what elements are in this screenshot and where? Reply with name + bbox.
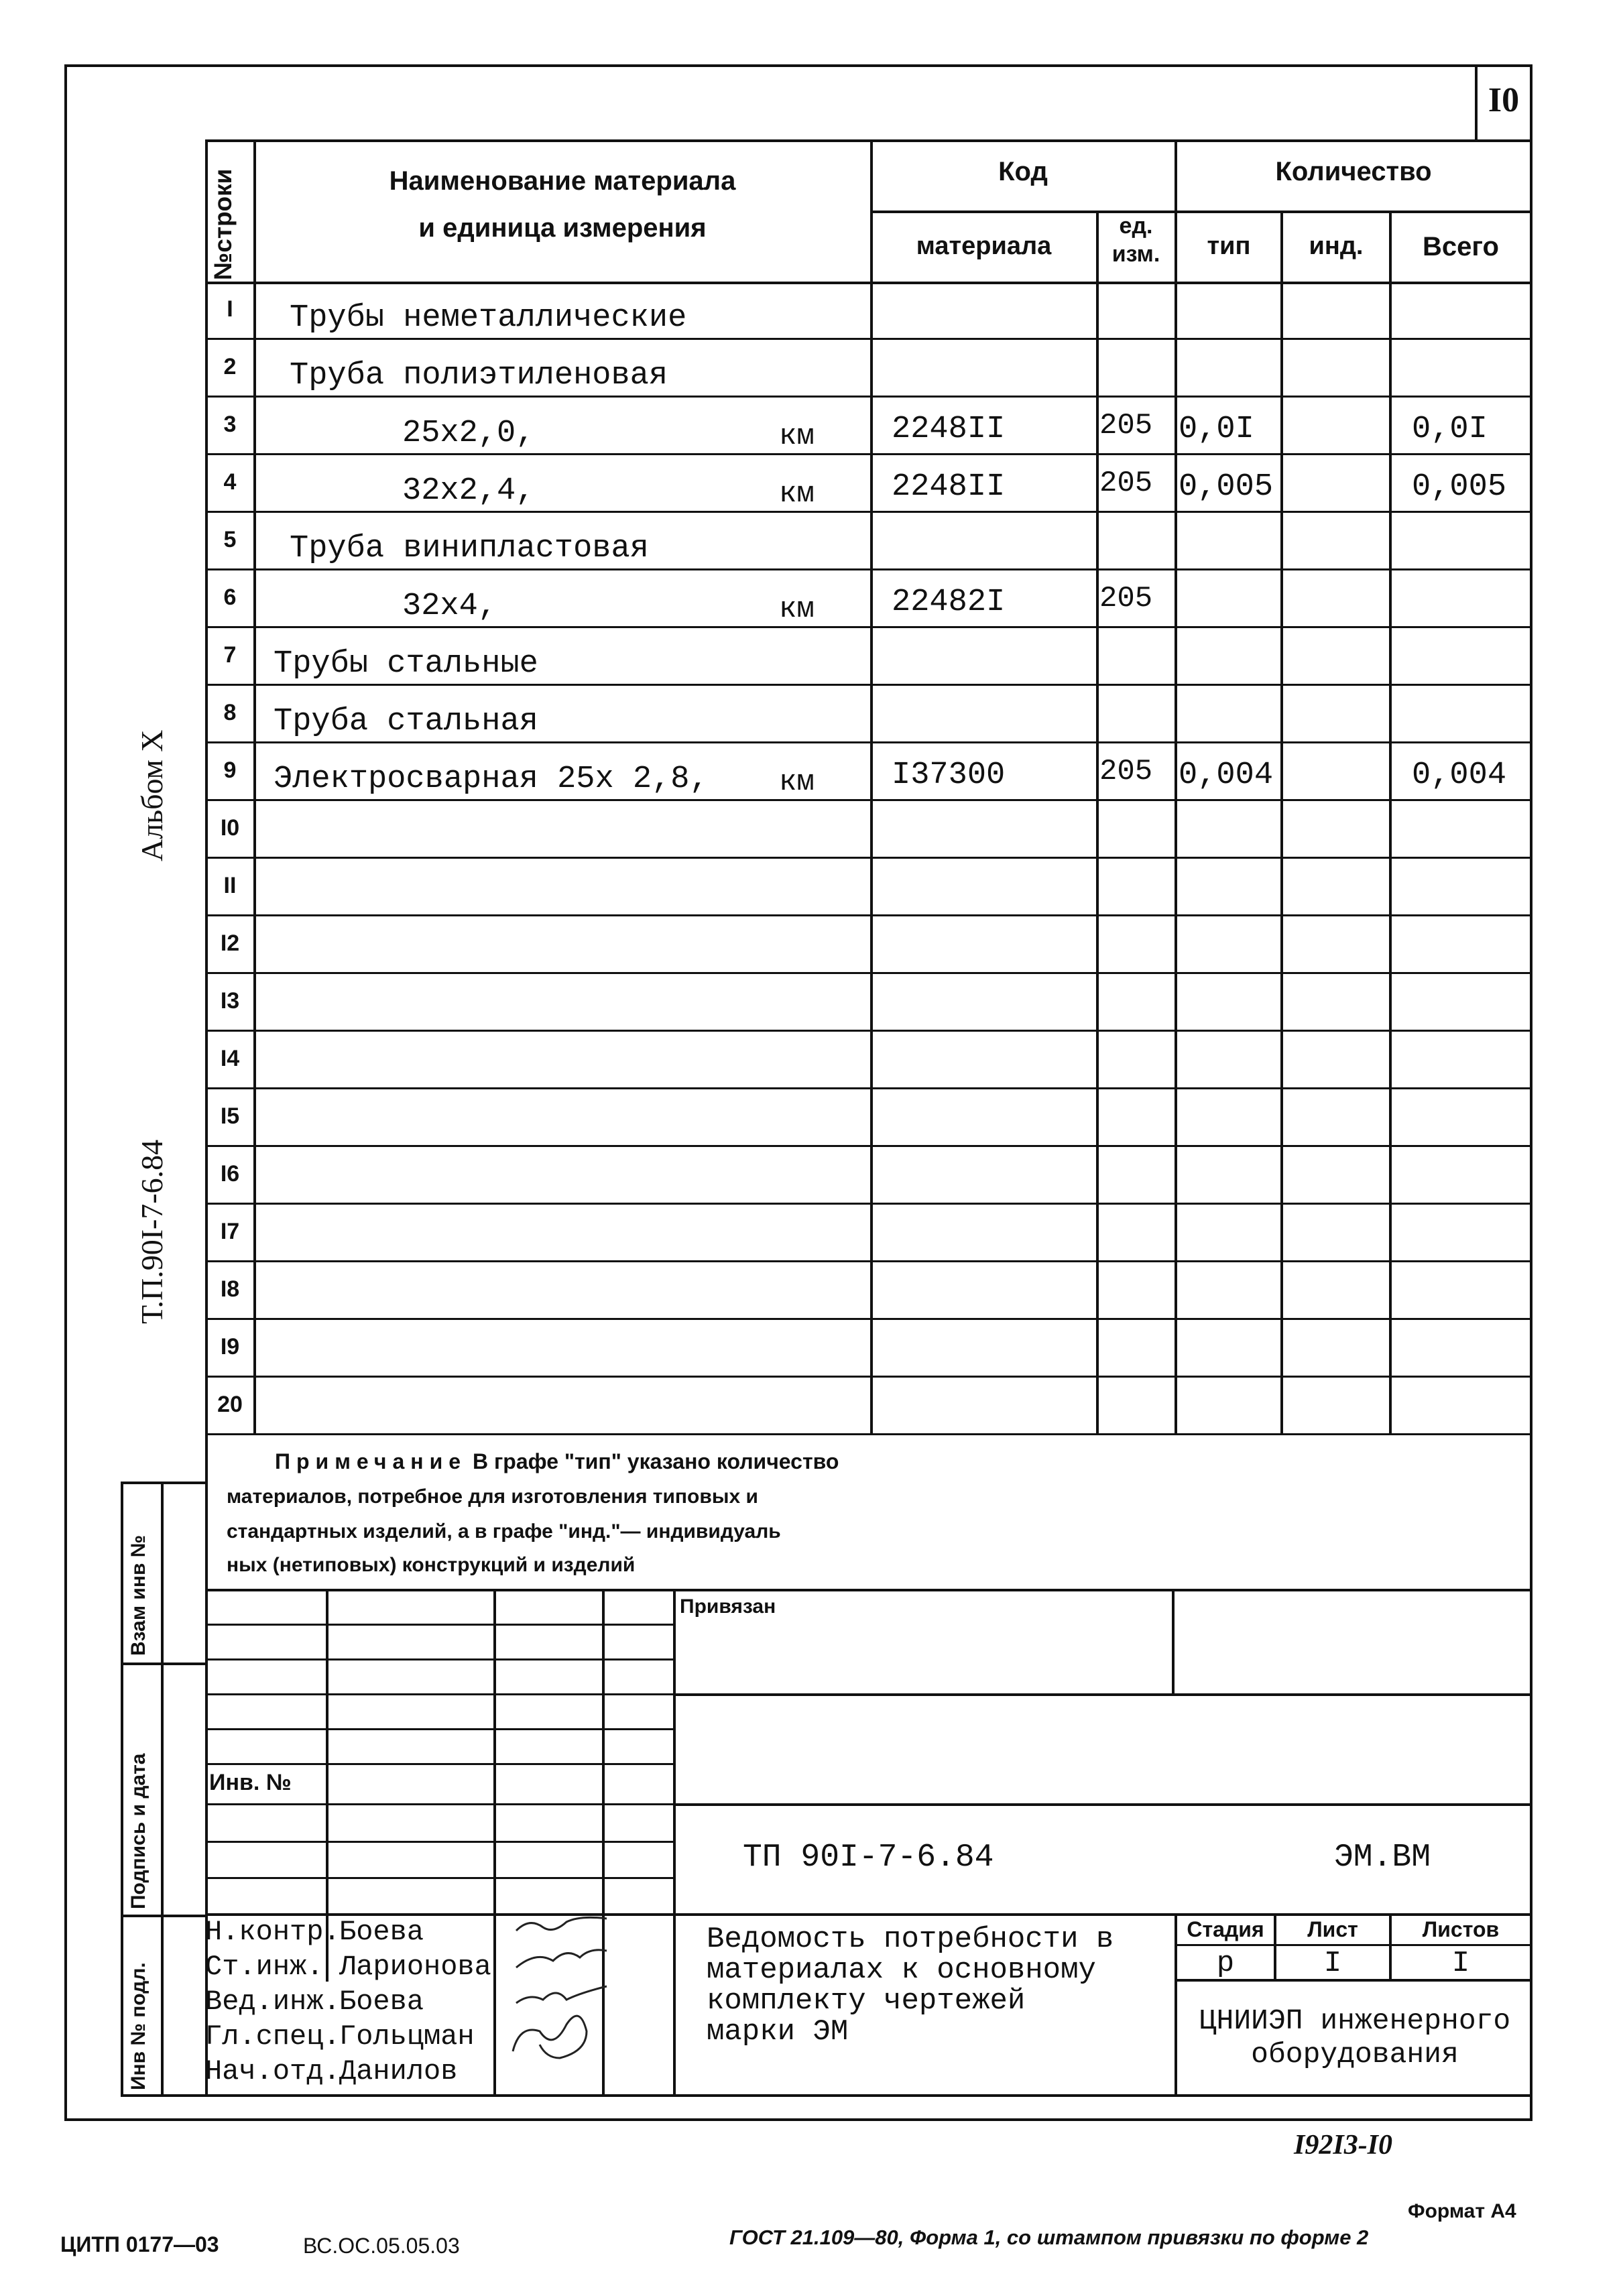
item-unit: км [779, 420, 815, 453]
row-number: 2 [223, 354, 237, 379]
row-number: I7 [220, 1219, 240, 1244]
row-separator [205, 453, 1532, 455]
handwritten-number: I92I3-I0 [1294, 2130, 1393, 2161]
sheets-value: I [1451, 1947, 1470, 1980]
row-number: I4 [220, 1046, 240, 1071]
item-name: Электросварная 25x 2,8, [274, 762, 709, 797]
doc-mark: ЭМ.ВМ [1334, 1839, 1431, 1876]
row-number: 5 [223, 527, 237, 552]
row-number: 3 [223, 412, 237, 437]
sheet-value: I [1323, 1947, 1342, 1980]
person-role: Вед.инж. [205, 1986, 341, 2018]
header-bottom-line [205, 282, 1532, 284]
stamp-r6 [205, 1803, 674, 1805]
item-name: Труба стальная [274, 704, 538, 739]
strip-line-a [121, 1663, 206, 1665]
stamp-c2 [493, 1589, 496, 2097]
qty-total: 0,005 [1412, 469, 1507, 505]
title-line3: комплекту чертежей [707, 1984, 1026, 2018]
sig-3 [516, 1986, 607, 2003]
item-name: Трубы неметаллические [290, 300, 687, 336]
sig-2 [516, 1950, 607, 1968]
tp-label: Т.П.90I-7-6.84 [135, 1139, 169, 1324]
row-separator [205, 626, 1532, 628]
stamp-r1 [205, 1624, 674, 1626]
header-mid-line [870, 210, 1532, 213]
table-top [205, 139, 1532, 142]
vzam-inv-label: Взам инв № [127, 1534, 149, 1656]
row-number: I9 [220, 1334, 240, 1360]
footer-format: Формат А4 [1408, 2200, 1516, 2222]
podpis-label: Подпись и дата [127, 1753, 149, 1909]
person-name: Данилов [339, 2055, 458, 2088]
sig-4 [513, 2016, 587, 2058]
header-code: Код [998, 157, 1048, 186]
row-number: 20 [217, 1392, 243, 1417]
row-separator [205, 1145, 1532, 1147]
strip-top [121, 1482, 206, 1484]
person-role: Ст.инж. [205, 1951, 324, 1983]
item-name: Трубы стальные [274, 646, 538, 682]
unit-code: 205 [1099, 467, 1153, 500]
item-name: Труба полиэтиленовая [290, 358, 668, 394]
row-separator [205, 684, 1532, 686]
stamp-div-main [673, 1589, 676, 2097]
unit-code: 205 [1099, 755, 1153, 788]
privyazan-bottom [673, 1693, 1532, 1696]
row-separator [205, 568, 1532, 570]
row-separator [205, 1030, 1532, 1032]
footer-right: ГОСТ 21.109—80, Форма 1, со штампом привязки по форме 2 [729, 2226, 1369, 2249]
stamp-r7 [205, 1841, 674, 1843]
qty-typ: 0,0I [1179, 412, 1254, 447]
person-name: Гольцман [339, 2020, 475, 2053]
org-line2: оборудования [1251, 2038, 1459, 2071]
row-separator [205, 1260, 1532, 1262]
person-name: Боева [339, 1916, 424, 1948]
stamp-top [205, 1589, 1532, 1591]
person-name: Боева [339, 1986, 424, 2018]
header-quantity: Количество [1275, 157, 1432, 186]
material-code: 2248II [892, 412, 1006, 447]
unit-code: 205 [1099, 582, 1153, 615]
col-num-line [253, 139, 256, 1435]
strip-left [121, 1482, 123, 2097]
stamp-c3 [602, 1589, 605, 2097]
row-separator [205, 914, 1532, 916]
row-separator [205, 1318, 1532, 1320]
doc-code: ТП 90I-7-6.84 [743, 1839, 994, 1876]
qty-total: 0,0I [1412, 412, 1488, 447]
title-line2: материалах к основному [707, 1953, 1096, 1987]
row-number: I8 [220, 1276, 240, 1302]
row-number: 8 [223, 700, 237, 725]
stamp-r8 [205, 1877, 674, 1879]
strip-bottom [121, 2094, 206, 2097]
header-row-no: №строки [209, 168, 237, 280]
qty-total: 0,004 [1412, 758, 1507, 793]
row-separator [205, 511, 1532, 513]
footer-left1: ЦИТП 0177—03 [60, 2232, 219, 2256]
stamp-r4 [205, 1728, 674, 1730]
footer-left2: ВС.ОС.05.05.03 [303, 2234, 460, 2258]
row-number: I6 [220, 1161, 240, 1187]
row-number: 4 [223, 469, 237, 495]
item-unit: км [779, 593, 815, 626]
note-line1-text: В графе "тип" указано количество [467, 1449, 839, 1473]
row-separator [205, 857, 1532, 859]
title-line4: марки ЭМ [707, 2015, 849, 2049]
header-name-line1: Наименование материала [389, 166, 736, 196]
stage-label: Стадия [1187, 1917, 1264, 1941]
qty-typ: 0,005 [1179, 469, 1274, 505]
header-unit-1: ед. [1119, 213, 1153, 239]
frame-left [64, 64, 67, 2120]
row-number: 9 [223, 758, 237, 783]
inv-podl-label: Инв № подл. [127, 1962, 149, 2090]
frame-bottom [64, 2118, 1532, 2121]
strip-line-b [121, 1915, 206, 1917]
col-name-line [870, 139, 873, 1435]
item-unit: км [779, 766, 815, 799]
row-separator [205, 1087, 1532, 1089]
strip-mid [161, 1482, 164, 2097]
person-role: Нач.отд. [205, 2055, 341, 2088]
album-label: Альбом X [135, 729, 169, 861]
row-number: 7 [223, 642, 237, 668]
inv-no-label: Инв. № [209, 1770, 292, 1795]
material-code: I37300 [892, 758, 1006, 793]
title-line1: Ведомость потребности в [707, 1923, 1114, 1956]
unit-code: 205 [1099, 409, 1153, 442]
header-name-line2: и единица измерения [418, 213, 707, 243]
header-unit-2: изм. [1111, 241, 1160, 267]
row-number: I5 [220, 1103, 240, 1129]
note-label: Примечание [275, 1449, 467, 1473]
note-line1 [275, 1449, 839, 1474]
privyazan-label: Привязан [680, 1595, 776, 1618]
stamp-r5 [205, 1763, 674, 1765]
stamp-r3 [205, 1693, 674, 1695]
item-name: Труба винипластовая [290, 531, 649, 566]
row-number: II [223, 873, 237, 898]
stamp-mid-line [673, 1803, 1532, 1806]
col-qty-line [1175, 139, 1177, 1435]
stamp-bottom [205, 2094, 1532, 2097]
sheet-number: I0 [1488, 81, 1520, 119]
stage-value: р [1216, 1947, 1235, 1980]
stamp-lower-line [673, 1913, 1532, 1916]
note-line3: стандартных изделий, а в графе "инд."— индивидуаль [227, 1520, 781, 1543]
row-separator [205, 1376, 1532, 1378]
person-role: Гл.спец. [205, 2020, 341, 2053]
header-material: материала [916, 232, 1052, 260]
row-number: I2 [220, 930, 240, 956]
row-separator [205, 1203, 1532, 1205]
row-number: I0 [220, 815, 240, 841]
row-separator [205, 1433, 1532, 1435]
header-total: Всего [1423, 232, 1499, 261]
row-number: I [227, 296, 233, 322]
sheet-label: Лист [1307, 1917, 1358, 1941]
material-code: 22482I [892, 585, 1006, 620]
sheets-label: Листов [1422, 1917, 1500, 1941]
person-role: Н.контр. [205, 1916, 341, 1948]
row-separator [205, 396, 1532, 398]
privyazan-right [1172, 1589, 1175, 1696]
item-unit: км [779, 477, 815, 511]
note-line4: ных (нетиповых) конструкций и изделий [227, 1554, 636, 1576]
row-number: 6 [223, 585, 237, 610]
row-separator [205, 741, 1532, 743]
row-separator [205, 338, 1532, 340]
note-line2: материалов, потребное для изготовления типовых и [227, 1486, 758, 1508]
row-separator [205, 972, 1532, 974]
header-typ: тип [1207, 232, 1251, 260]
qty-typ: 0,004 [1179, 758, 1274, 793]
stamp-stage-r1 [1175, 1944, 1532, 1946]
material-code: 2248II [892, 469, 1006, 505]
item-name: 32x2,4, [402, 473, 535, 509]
stamp-r2 [205, 1658, 674, 1660]
org-line1: ЦНИИЭП инженерного [1199, 2004, 1511, 2037]
item-name: 25x2,0, [402, 416, 535, 451]
person-name: Ларионова [339, 1951, 491, 1983]
frame-top [64, 64, 1532, 67]
row-number: I3 [220, 988, 240, 1014]
header-ind: инд. [1309, 232, 1364, 260]
sig-1 [516, 1917, 607, 1931]
row-separator [205, 799, 1532, 801]
item-name: 32x4, [402, 589, 497, 624]
